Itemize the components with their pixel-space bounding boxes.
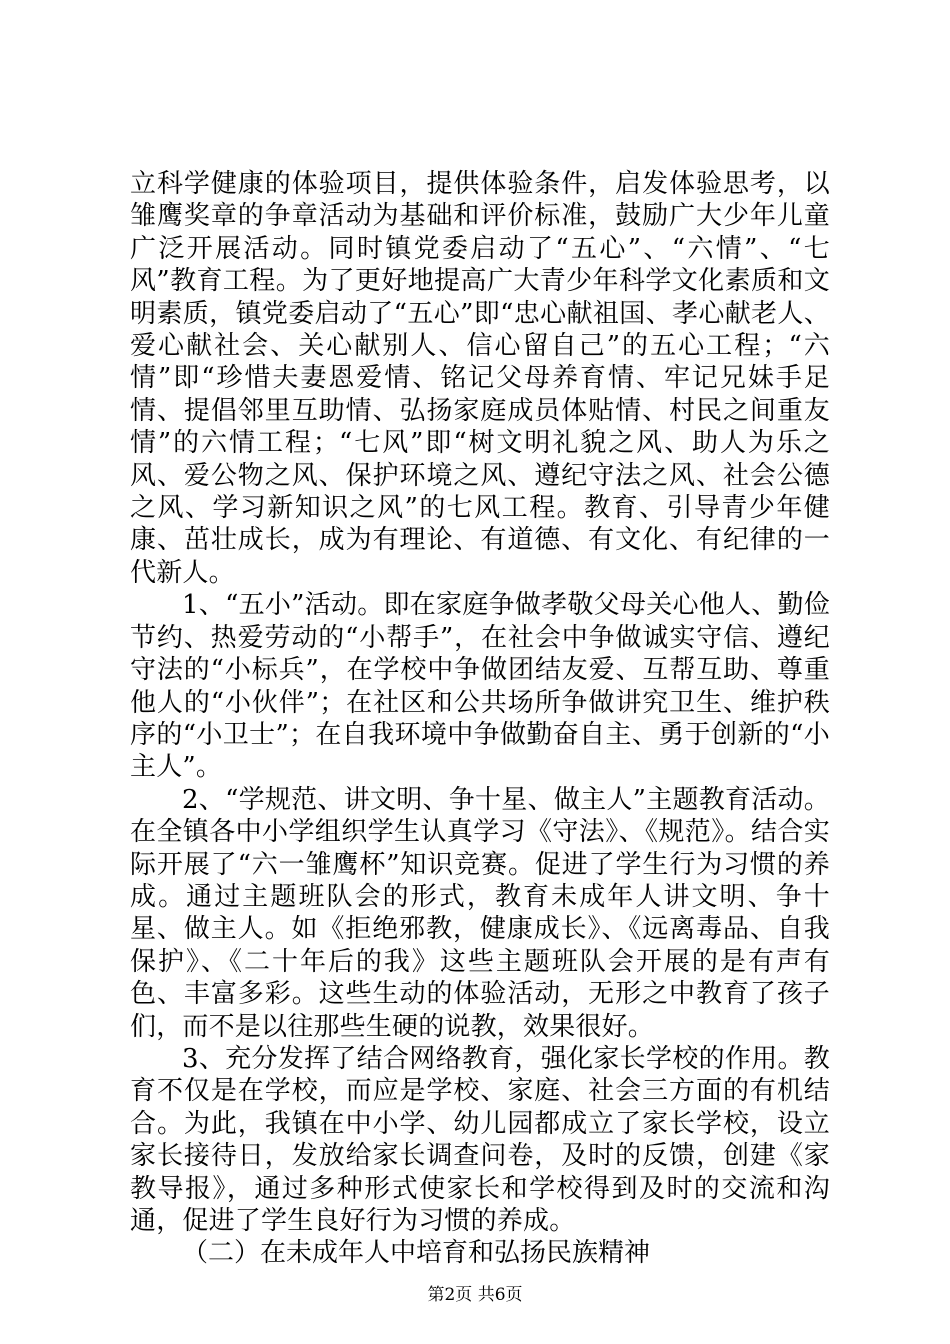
- paragraph-item-3: 3、充分发挥了结合网络教育，强化家长学校的作用。教育不仅是在学校，而应是学校、家庭、社会三方面的有机结合。为此，我镇在中小学、幼儿园都成立了家长学校，设立家长接待日，发放给家长调查问卷，及时的反馈，创建《家教导报》，通过多种形式使家长和学校得到及时的交流和沟通，促进了学生良好行为习惯的养成。: [130, 1043, 830, 1236]
- document-body: [130, 168, 830, 1270]
- page-number-footer: 第2页 共6页: [427, 1285, 523, 1305]
- paragraph-intro-continued: 立科学健康的体验项目，提供体验条件，启发体验思考，以雏鹰奖章的争章活动为基础和评价标准，鼓励广大少年儿童广泛开展活动。同时镇党委启动了“五心”、“六情”、“七风”教育工程。为了更好地提高广大青少年科学文化素质和文明素质，镇党委启动了“五心”即“忠心献祖国、孝心献老人、爱心献社会、关心献别人、信心留自己”的五心工程；“六情”即“珍惜夫妻恩爱情、铭记父母养育情、牢记兄妹手足情、提倡邻里互助情、弘扬家庭成员体贴情、村民之间重友情”的六情工程；“七风”即“树文明礼貌之风、助人为乐之风、爱公物之风、保护环境之风、遵纪守法之风、社会公德之风、学习新知识之风”的七风工程。教育、引导青少年健康、茁壮成长，成为有理论、有道德、有文化、有纪律的一代新人。: [130, 169, 830, 588]
- paragraph-item-1: 1、“五小”活动。即在家庭争做孝敬父母关心他人、勤俭节约、热爱劳动的“小帮手”，在社会中争做诚实守信、遵纪守法的“小标兵”，在学校中争做团结友爱、互帮互助、尊重他人的“小伙伴”；在社区和公共场所争做讲究卫生、维护秩序的“小卫士”；在自我环境中争做勤奋自主、勇于创新的“小主人”。: [130, 590, 830, 783]
- section-heading: （二）在未成年人中培育和弘扬民族精神: [182, 1238, 651, 1269]
- paragraph-item-2: 2、“学规范、讲文明、争十星、做主人”主题教育活动。在全镇各中小学组织学生认真学习《守法》、《规范》。结合实际开展了“六一雏鹰杯”知识竞赛。促进了学生行为习惯的养成。通过主题班队会的形式，教育未成年人讲文明、争十星、做主人。如《拒绝邪教，健康成长》、《远离毒品、自我保护》、《二十年后的我》这些主题班队会开展的是有声有色、丰富多彩。这些生动的体验活动，无形之中教育了孩子们，而不是以往那些生硬的说教，效果很好。: [130, 784, 830, 1042]
